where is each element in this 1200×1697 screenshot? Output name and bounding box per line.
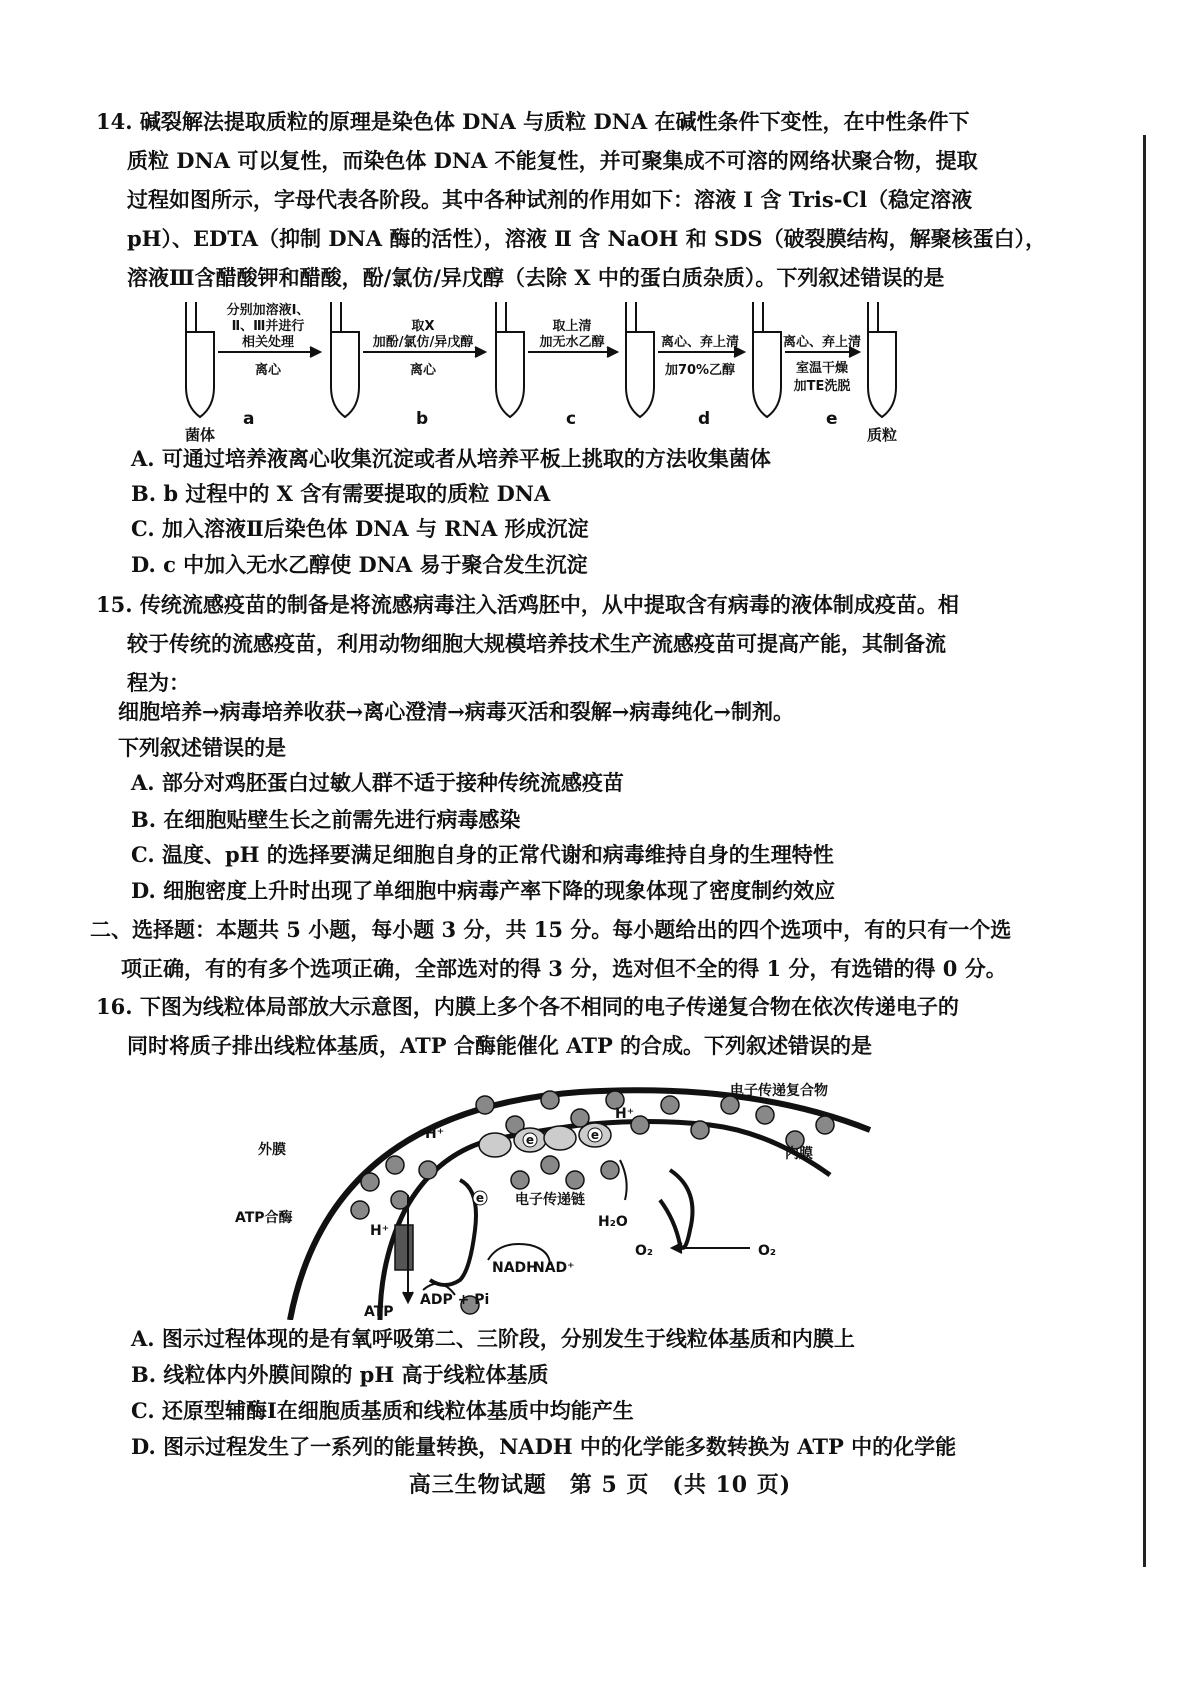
step-e-label-top: 离心、弃上清	[782, 335, 862, 350]
atp-synthase	[395, 1225, 413, 1270]
mitochondrion-diagram	[230, 1070, 930, 1320]
q15-flow: 细胞培养→病毒培养收获→离心澄清→病毒灭活和裂解→病毒纯化→制剂。	[118, 699, 794, 724]
tube-icon	[868, 302, 896, 417]
q15-line-3: 程为：	[127, 670, 190, 695]
q14-option-a: A. 可通过培养液离心收集沉淀或者从培养平板上挑取的方法收集菌体	[131, 446, 771, 471]
nad-label: NAD⁺	[533, 1260, 575, 1276]
q14-line-4: pH）、EDTA（抑制 DNA 酶的活性），溶液 Ⅱ 含 NaOH 和 SDS（破裂膜结构，解聚核蛋白），	[127, 226, 1047, 251]
q14-line-2: 质粒 DNA 可以复性，而染色体 DNA 不能复性，并可聚集成不可溶的网络状聚合物，提取	[127, 148, 978, 173]
step-a-label-1: 分别加溶液Ⅰ、	[226, 303, 310, 318]
h2o-label: H₂O	[598, 1214, 628, 1230]
q16-option-c: C. 还原型辅酶Ⅰ在细胞质基质和线粒体基质中均能产生	[131, 1398, 634, 1423]
margin-rule	[1143, 135, 1146, 1567]
letter-e: e	[826, 409, 838, 429]
q16-option-b: B. 线粒体内外膜间隙的 pH 高于线粒体基质	[131, 1362, 549, 1387]
q14-option-c: C. 加入溶液Ⅱ后染色体 DNA 与 RNA 形成沉淀	[131, 516, 589, 541]
q14-option-b: B. b 过程中的 X 含有需要提取的质粒 DNA	[131, 481, 551, 506]
question-15-stem	[96, 585, 1096, 702]
section2-line-1: 二、选择题：本题共 5 小题，每小题 3 分，共 15 分。每小题给出的四个选项中，有的只有一个选	[90, 917, 1012, 942]
h-plus-label: H⁺	[615, 1106, 635, 1122]
q15-option-b: B. 在细胞贴壁生长之前需先进行病毒感染	[131, 807, 521, 832]
step-e-label-bottom: 加TE洗脱	[793, 379, 851, 394]
letter-b: b	[416, 409, 429, 429]
step-a-label-bottom: 离心	[254, 363, 282, 378]
adp-pi-label: ADP + Pi	[420, 1292, 490, 1308]
tube-icon	[496, 302, 524, 417]
atp-synthase-label: ATP合酶	[235, 1210, 293, 1226]
q14-line-1: 14. 碱裂解法提取质粒的原理是染色体 DNA 与质粒 DNA 在碱性条件下变性，在中性条件下	[96, 109, 970, 134]
electron-label: e	[475, 1191, 485, 1205]
step-d-label-top: 离心、弃上清	[660, 335, 740, 350]
step-b-label-bottom: 离心	[409, 363, 437, 378]
question-14-stem	[96, 102, 1096, 297]
electron-label: e	[525, 1133, 535, 1147]
step-b-label-1: 取X	[411, 319, 435, 334]
end-label: 质粒	[866, 426, 898, 444]
q16-option-d: D. 图示过程发生了一系列的能量转换，NADH 中的化学能多数转换为 ATP 中的化学能	[131, 1434, 957, 1459]
page-footer: 高三生物试题 第 5 页 (共 10 页)	[408, 1472, 792, 1498]
crista-fold	[430, 1180, 476, 1285]
tube-icon	[331, 302, 359, 417]
step-e-label-mid: 室温干燥	[795, 361, 849, 376]
step-b-label-2: 加酚/氯仿/异戊醇	[372, 335, 474, 350]
q16-option-a: A. 图示过程体现的是有氧呼吸第二、三阶段，分别发生于线粒体基质和内膜上	[131, 1326, 855, 1351]
section2-line-2: 项正确，有的有多个选项正确，全部选对的得 3 分，选对但不全的得 1 分，有选错的得 0 分。	[121, 956, 1007, 981]
outer-membrane-label: 外膜	[258, 1142, 286, 1158]
q15-option-a: A. 部分对鸡胚蛋白过敏人群不适于接种传统流感疫苗	[131, 770, 624, 795]
etc-chain-label: 电子传递链	[515, 1192, 585, 1208]
q15-line-2: 较于传统的流感疫苗，利用动物细胞大规模培养技术生产流感疫苗可提高产能，其制备流	[127, 631, 946, 656]
step-a-label-3: 相关处理	[241, 335, 295, 350]
inner-membrane-label: 内膜	[785, 1146, 813, 1162]
etc-complex-label: 电子传递复合物	[730, 1083, 828, 1099]
q15-option-c: C. 温度、pH 的选择要满足细胞自身的正常代谢和病毒维持自身的生理特性	[131, 842, 834, 867]
step-c-label-2: 加无水乙醇	[539, 335, 605, 350]
step-a-label-2: Ⅱ、Ⅲ并进行	[231, 319, 305, 334]
o2-label: O₂	[635, 1243, 654, 1259]
tube-icon	[626, 302, 654, 417]
tube-icon	[186, 302, 214, 417]
q14-line-5: 溶液Ⅲ含醋酸钾和醋酸，酚/氯仿/异戊醇（去除 X 中的蛋白质杂质）。下列叙述错误的是	[127, 265, 945, 290]
q14-line-3: 过程如图所示，字母代表各阶段。其中各种试剂的作用如下：溶液 Ⅰ 含 Tris-Cl（稳定溶液	[127, 187, 973, 212]
letter-a: a	[243, 409, 255, 429]
plasmid-extraction-diagram	[170, 292, 930, 452]
q16-line-1: 16. 下图为线粒体局部放大示意图，内膜上多个各不相同的电子传递复合物在依次传递电子的	[96, 994, 959, 1019]
question-16-stem	[96, 987, 1096, 1065]
electron-label: e	[590, 1128, 600, 1142]
section-2-instructions	[90, 910, 1090, 988]
q15-prompt: 下列叙述错误的是	[118, 735, 286, 760]
q14-option-d: D. c 中加入无水乙醇使 DNA 易于聚合发生沉淀	[131, 552, 588, 577]
nadh-label: NADH	[492, 1260, 538, 1276]
letter-d: d	[698, 409, 711, 429]
h-plus-label: H⁺	[370, 1223, 390, 1239]
step-d-label-bottom: 加70%乙醇	[664, 363, 736, 378]
crista-fold	[660, 1170, 693, 1248]
q15-line-1: 15. 传统流感疫苗的制备是将流感病毒注入活鸡胚中，从中提取含有病毒的液体制成疫苗。相	[96, 592, 959, 617]
q16-line-2: 同时将质子排出线粒体基质，ATP 合酶能催化 ATP 的合成。下列叙述错误的是	[127, 1033, 873, 1058]
start-label: 菌体	[184, 426, 216, 444]
h-plus-label: H⁺	[425, 1126, 445, 1142]
atp-label: ATP	[364, 1304, 394, 1320]
o2-label: O₂	[758, 1243, 777, 1259]
q15-option-d: D. 细胞密度上升时出现了单细胞中病毒产率下降的现象体现了密度制约效应	[131, 878, 836, 903]
tube-icon	[753, 302, 781, 417]
step-c-label-1: 取上清	[552, 319, 592, 334]
letter-c: c	[566, 409, 577, 429]
